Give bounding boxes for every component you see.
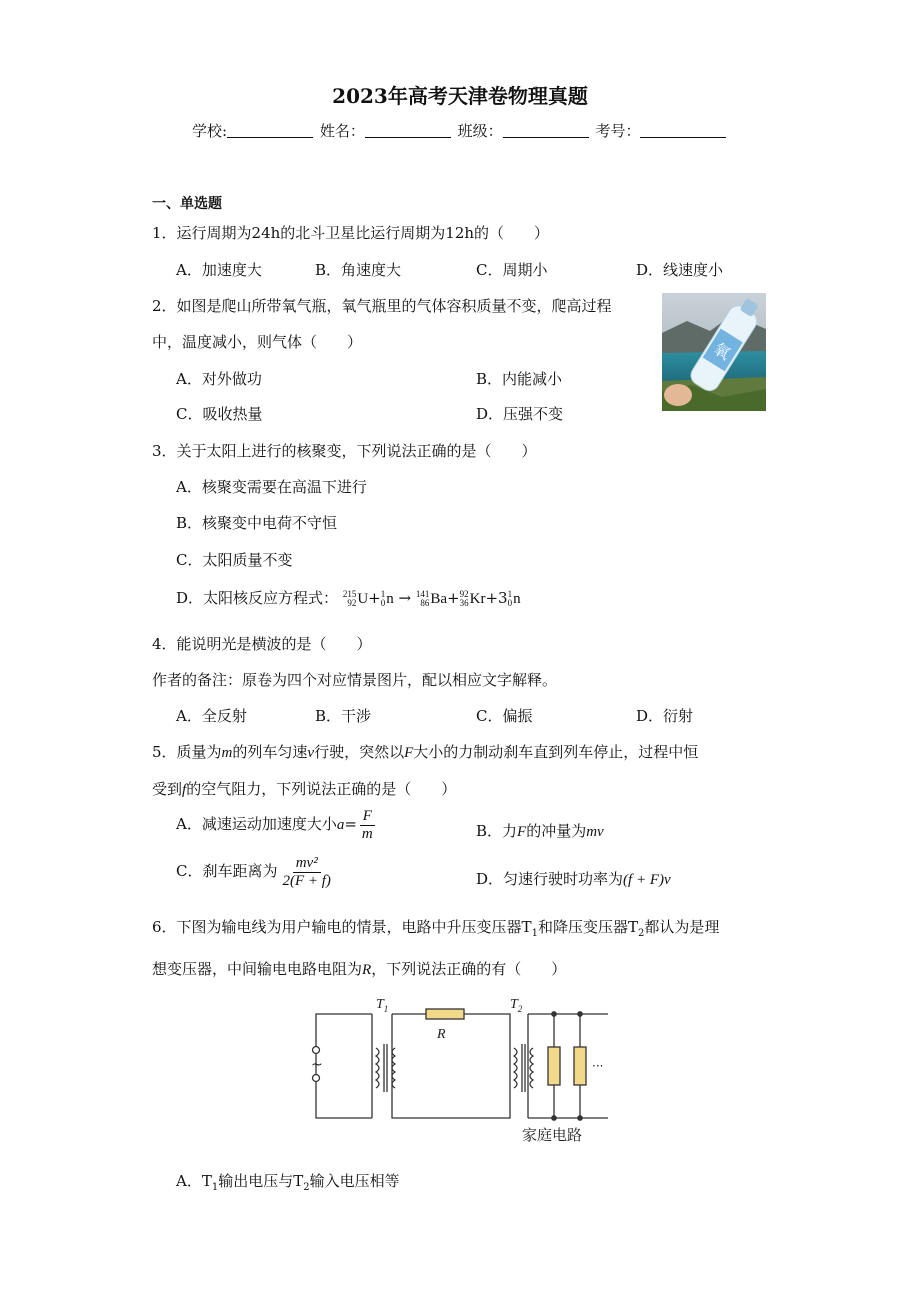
q3-stem: 3．关于太阳上进行的核聚变，下列说法正确的是（ ） <box>152 442 537 460</box>
q3-option-c: C．太阳质量不变 <box>176 551 293 569</box>
q5-option-c: C．刹车距离为 $\frac{\text{mv²}}{2(F + f)}$ <box>176 855 336 889</box>
q4-option-c: C．偏振 <box>476 707 533 725</box>
school-label: 学校: <box>192 122 228 140</box>
q2-option-a: A．对外做功 <box>176 370 262 388</box>
q1-option-d: D．线速度小 <box>636 261 724 279</box>
more-loads-label: ··· <box>592 1059 604 1073</box>
r-label: R <box>437 1027 446 1042</box>
q3-option-a: A．核聚变需要在高温下进行 <box>176 478 367 496</box>
q2-option-b: B．内能减小 <box>476 370 563 388</box>
q6-stem-line2: 想变压器，中间输电电路电阻为R，下列说法正确的有（ ） <box>152 960 567 978</box>
q3-option-d <box>176 587 521 608</box>
nuclide-neutron: 1 0 n <box>380 589 394 608</box>
q4-option-d: D．衍射 <box>636 707 694 725</box>
name-blank[interactable] <box>365 123 451 138</box>
class-label: 班级： <box>457 122 503 140</box>
resistor-r <box>426 1009 464 1019</box>
q2-option-d: D．压强不变 <box>476 405 564 423</box>
section-title: 一、单选题 <box>152 196 222 212</box>
exam-number-blank[interactable] <box>640 123 726 138</box>
q4-option-b: B．干涉 <box>315 707 372 725</box>
q1-option-c: C．周期小 <box>476 261 548 279</box>
nuclide-krypton: 92 36 Kr <box>459 589 486 608</box>
student-info-row <box>192 120 728 141</box>
q4-note: 作者的备注：原卷为四个对应情景图片，配以相应文字解释。 <box>152 671 558 689</box>
q5-option-d: D．匀速行驶时功率为(f + F)v <box>476 870 671 888</box>
name-label: 姓名： <box>319 122 365 140</box>
fraction-f-over-m: $\frac{F}{m}$ <box>359 808 376 842</box>
nuclide-uranium: 215 92 U <box>342 589 369 608</box>
oxygen-bottle-photo-icon <box>662 293 766 411</box>
nuclide-barium: 141 86 Ba <box>415 589 448 608</box>
exam-number-label: 考号： <box>595 122 641 140</box>
q4-stem: 4．能说明光是横波的是（ ） <box>152 635 372 653</box>
load-2 <box>574 1047 586 1085</box>
svg-text:氧: 氧 <box>710 338 734 364</box>
q6-option-a: A．$T_1$输出电压与$T_2$输入电压相等 <box>176 1172 400 1193</box>
plus-three: +3 <box>485 589 508 607</box>
q1-option-b: B．角速度大 <box>315 261 402 279</box>
q5-stem-line2: 受到f的空气阻力，下列说法正确的是（ ） <box>152 780 457 798</box>
load-1 <box>548 1047 560 1085</box>
home-circuit-caption: 家庭电路 <box>522 1126 583 1144</box>
q1-stem: 1．运行周期为24h的北斗卫星比运行周期为12h的（ ） <box>152 224 550 242</box>
q2-option-c: C．吸收热量 <box>176 405 263 423</box>
q5-option-a: A．减速运动加速度大小a= $\frac{F}{m}$ <box>176 808 378 842</box>
q3-option-b: B．核聚变中电荷不守恒 <box>176 514 338 532</box>
q2-stem-line2: 中，温度减小，则气体（ ） <box>152 333 363 351</box>
t1-primary-coil <box>376 1048 379 1088</box>
q6-stem-line1: 6．下图为输电线为用户输电的情景，电路中升压变压器$T_1$和降压变压器$T_2$都认为是理 <box>152 918 720 939</box>
t2-primary-coil <box>514 1048 517 1088</box>
q5-stem-line1: 5．质量为m的列车匀速v行驶，突然以F大小的力制动刹车直到列车停止，过程中恒 <box>152 743 699 761</box>
q3-option-d-prefix: D．太阳核反应方程式： <box>176 589 339 607</box>
class-blank[interactable] <box>503 123 589 138</box>
q5-option-b: B．力F的冲量为mv <box>476 822 604 840</box>
school-blank[interactable] <box>227 123 313 138</box>
plus-sign: + <box>368 589 381 607</box>
q4-option-a: A．全反射 <box>176 707 247 725</box>
plus-sign: + <box>447 589 460 607</box>
q2-stem-line1: 2．如图是爬山所带氧气瓶，氧气瓶里的气体容积质量不变，爬高过程 <box>152 297 612 315</box>
t1-label: $T_1$ <box>376 997 389 1014</box>
q1-option-a: A．加速度大 <box>176 261 262 279</box>
ac-source-icon: ~ <box>311 1057 323 1073</box>
page-title: 2023年高考天津卷物理真题 <box>332 84 588 108</box>
fraction-braking-distance: $\frac{\text{mv²}}{2(F + f)}$ <box>282 855 331 889</box>
t2-secondary-coil <box>530 1048 533 1088</box>
reaction-arrow: → <box>398 589 412 607</box>
t2-label: $T_2$ <box>510 997 523 1014</box>
nuclide-neutron: 1 0 n <box>507 589 521 608</box>
transmission-circuit-diagram <box>306 992 616 1148</box>
